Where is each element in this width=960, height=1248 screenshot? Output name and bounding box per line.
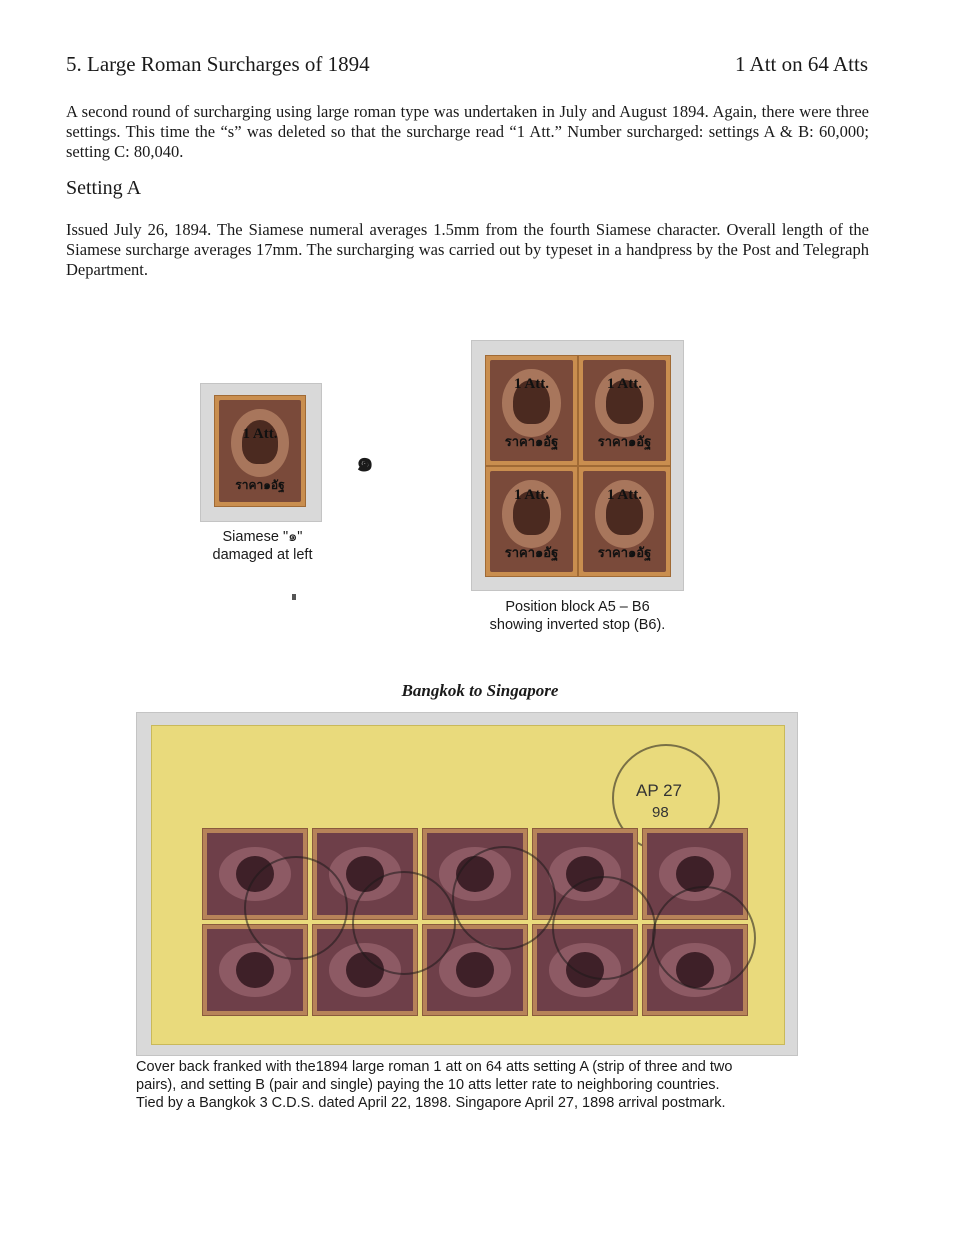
block-stamp-b6: [578, 466, 671, 577]
single-stamp-mount: [200, 383, 322, 522]
block-mount: [471, 340, 684, 591]
single-stamp-caption-line1: Siamese "๑": [222, 529, 303, 545]
cover-title: Bangkok to Singapore: [401, 681, 559, 700]
single-stamp-overprint-bottom: ราคา๑อัฐ: [235, 478, 285, 492]
block-caption-line1: Position block A5 – B6: [505, 599, 650, 615]
block-caption-line2: showing inverted stop (B6).: [489, 617, 666, 633]
section-title: Setting A: [66, 177, 142, 199]
postmark-date: AP 27: [636, 781, 683, 800]
single-stamp: [214, 395, 306, 507]
cover-mount: [136, 712, 798, 1056]
overprint-top: 1 Att.: [607, 487, 642, 503]
single-stamp-caption-line2: damaged at left: [212, 547, 313, 563]
enlarged-siamese-numeral: ๑: [356, 445, 374, 478]
page-subtitle: 1 Att on 64 Atts: [734, 52, 868, 76]
bangkok-cancel: [652, 886, 756, 990]
overprint-bottom: ราคา๑อัฐ: [504, 434, 559, 449]
overprint-top: 1 Att.: [514, 487, 549, 503]
single-stamp-caption: [190, 528, 335, 564]
overprint-top: 1 Att.: [514, 376, 549, 392]
bangkok-cancel: [352, 871, 456, 975]
cover-caption-line2: pairs), and setting B (pair and single) paying the 10 atts letter rate to neighboring countries.: [136, 1077, 720, 1093]
cover-caption-line1: Cover back franked with the1894 large roman 1 att on 64 atts setting A (strip of three and two: [136, 1059, 733, 1075]
cover-caption-line3: Tied by a Bangkok 3 C.D.S. dated April 22, 1898. Singapore April 27, 1898 arrival postmark.: [136, 1095, 726, 1111]
intro-paragraph: A second round of surcharging using large roman type was undertaken in July and August 1894. Again, there were three settings. This time the “s” was deleted so that the surcharge read “1 Att.” Number surcharged: settings A & B: 60,000; setting C: 80,040.: [66, 102, 869, 161]
section-paragraph: Issued July 26, 1894. The Siamese numeral averages 1.5mm from the fourth Siamese character. Overall length of the Siamese surcharge averages 17mm. The surcharging was carried out by typeset in a handpress by the Post and Telegraph Department.: [66, 220, 869, 279]
postmark-year: 98: [652, 804, 669, 821]
block-stamp-a5: [485, 355, 578, 466]
cover-envelope: [151, 725, 785, 1045]
page-title: 5. Large Roman Surcharges of 1894: [66, 52, 370, 76]
block-stamp-a6: [578, 355, 671, 466]
position-block: [485, 355, 671, 577]
block-caption: [455, 598, 700, 634]
overprint-bottom: ราคา๑อัฐ: [597, 434, 652, 449]
bangkok-cancel: [244, 856, 348, 960]
bangkok-cancel: [552, 876, 656, 980]
speck-mark: [292, 594, 296, 600]
single-stamp-overprint-top: 1 Att.: [242, 426, 278, 442]
overprint-bottom: ราคา๑อัฐ: [504, 545, 559, 560]
bangkok-cancel: [452, 846, 556, 950]
cover-caption: [136, 1058, 816, 1112]
block-stamp-b5: [485, 466, 578, 577]
overprint-top: 1 Att.: [607, 376, 642, 392]
overprint-bottom: ราคา๑อัฐ: [597, 545, 652, 560]
